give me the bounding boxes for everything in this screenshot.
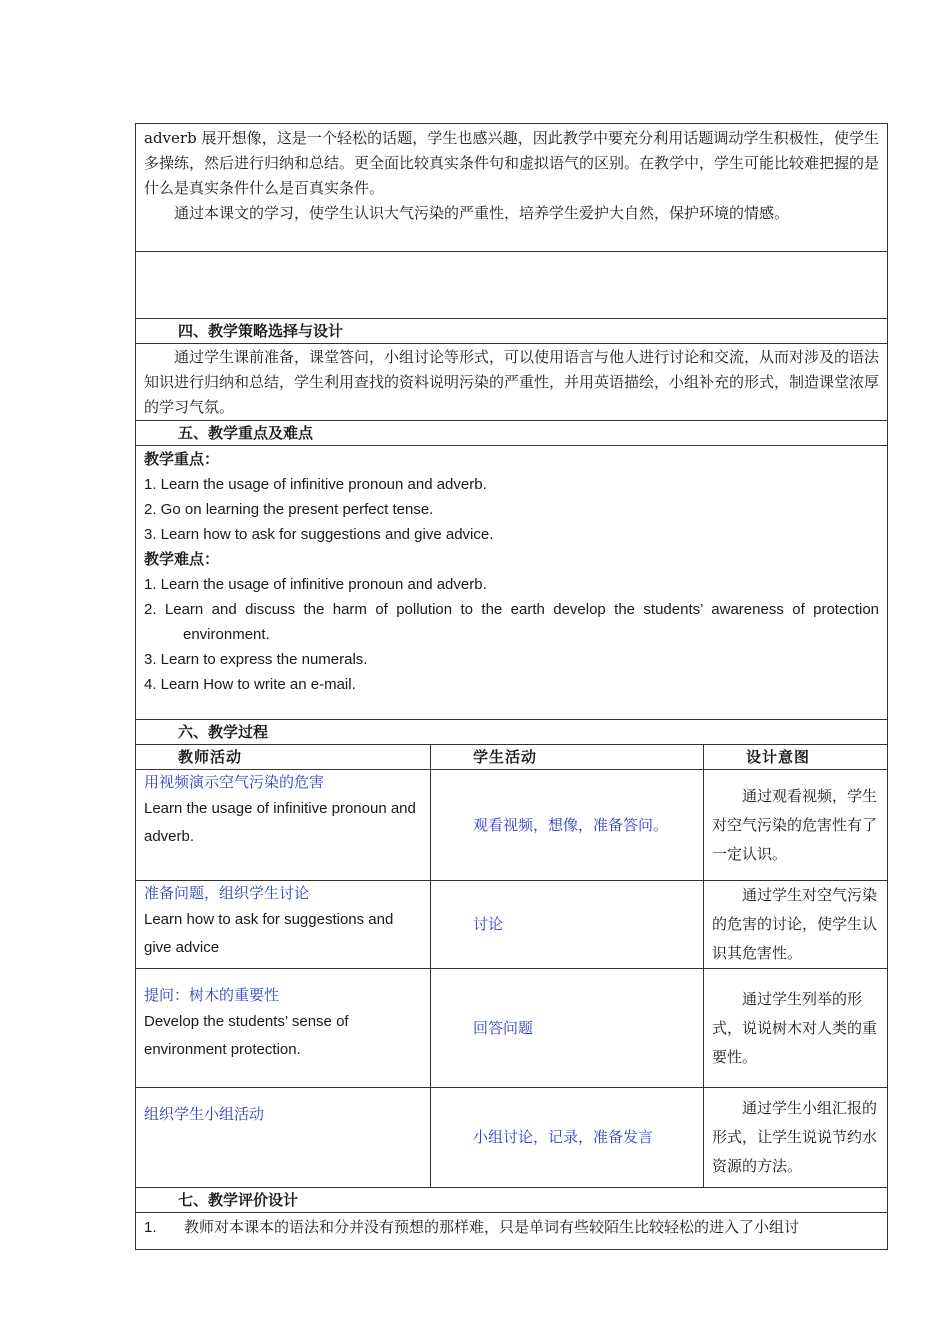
section6-title: 六、教学过程 — [136, 720, 888, 745]
intro-cell — [136, 124, 888, 252]
difficult-point-item: 4. Learn How to write an e-mail. — [144, 676, 356, 693]
header-teacher-activity: 教师活动 — [136, 745, 431, 770]
design-intent-cell — [704, 1088, 888, 1188]
teacher-activity-cn: 准备问题，组织学生讨论 — [144, 884, 310, 902]
key-points-label: 教学重点： — [144, 450, 220, 468]
section4-body-row — [136, 344, 888, 421]
section5-body-row — [136, 446, 888, 720]
key-point-item: 3. Learn how to ask for suggestions and give advice. — [144, 526, 494, 543]
section5-title: 五、教学重点及难点 — [136, 421, 888, 446]
design-intent-cell — [704, 969, 888, 1088]
process-row — [136, 1088, 888, 1188]
teacher-activity-en: Develop the students’ sense of environment protection. — [144, 1013, 349, 1058]
header-design-intent: 设计意图 — [704, 745, 888, 770]
design-intent-text: 通过学生小组汇报的形式，让学生说说节约水资源的方法。 — [712, 1099, 878, 1175]
student-activity-cell: 观看视频，想像，准备答问。 — [431, 770, 704, 881]
teacher-activity-en: Learn how to ask for suggestions and give advice — [144, 911, 394, 956]
section6-header-row — [136, 720, 888, 745]
key-point-item: 1. Learn the usage of infinitive pronoun and adverb. — [144, 476, 487, 493]
student-activity-cell: 回答问题 — [431, 969, 704, 1088]
key-point-item: 2. Go on learning the present perfect tense. — [144, 501, 434, 518]
student-activity-cell: 小组讨论，记录，准备发言 — [431, 1088, 704, 1188]
teacher-activity-cell — [136, 1088, 431, 1188]
teacher-activity-cell — [136, 770, 431, 881]
section7-body-row — [136, 1213, 888, 1250]
section4-body-cell — [136, 344, 888, 421]
teacher-activity-cell — [136, 969, 431, 1088]
intro-paragraph-2: 通过本课文的学习，使学生认识大气污染的严重性，培养学生爱护大自然，保护环境的情感。 — [174, 204, 790, 222]
lesson-plan-table — [135, 123, 888, 1250]
difficult-point-item: 2. Learn and discuss the harm of pollution to the earth develop the students’ awareness of protection environment. — [144, 601, 880, 643]
design-intent-cell — [704, 881, 888, 969]
process-row — [136, 969, 888, 1088]
teacher-activity-en: Learn the usage of infinitive pronoun and adverb. — [144, 800, 416, 845]
teacher-activity-cn: 提问：树木的重要性 — [144, 986, 280, 1004]
intro-row — [136, 124, 888, 252]
process-row — [136, 881, 888, 969]
process-column-headers — [136, 745, 888, 770]
header-student-activity: 学生活动 — [431, 745, 704, 770]
process-row — [136, 770, 888, 881]
teacher-activity-cn: 用视频演示空气污染的危害 — [144, 773, 325, 791]
empty-cell — [136, 252, 888, 319]
difficult-points-label: 教学难点： — [144, 550, 220, 568]
teacher-activity-cell — [136, 881, 431, 969]
design-intent-text: 通过学生列举的形式，说说树木对人类的重要性。 — [712, 989, 878, 1066]
evaluation-item-text: 教师对本课本的语法和分并没有预想的那样难，只是单词有些较陌生比较轻松的进入了小组讨 — [184, 1218, 800, 1236]
section4-title: 四、教学策略选择与设计 — [136, 319, 888, 344]
difficult-point-item: 3. Learn to express the numerals. — [144, 651, 368, 668]
section5-header-row — [136, 421, 888, 446]
empty-row — [136, 252, 888, 319]
difficult-point-item: 1. Learn the usage of infinitive pronoun and adverb. — [144, 576, 487, 593]
section7-title: 七、教学评价设计 — [136, 1188, 888, 1213]
design-intent-text: 通过观看视频，学生对空气污染的危害性有了一定认识。 — [712, 786, 878, 863]
section4-header-row — [136, 319, 888, 344]
intro-paragraph-1: adverb 展开想像，这是一个轻松的话题，学生也感兴趣，因此教学中要充分利用话题调动学生积极性，使学生多操练，然后进行归纳和总结。更全面比较真实条件句和虚拟语气的区别。在教学中，学生可能比较难把握的是什么是真实条件什么是百真实条件。 — [144, 129, 880, 197]
section4-body: 通过学生课前准备，课堂答问，小组讨论等形式，可以使用语言与他人进行讨论和交流，从而对涉及的语法知识进行归纳和总结，学生利用查找的资料说明污染的严重性，并用英语描绘，小组补充的形式，制造课堂浓厚的学习气氛。 — [144, 348, 880, 416]
student-activity-cell: 讨论 — [431, 881, 704, 969]
design-intent-text: 通过学生对空气污染的危害的讨论，使学生认识其危害性。 — [712, 886, 878, 962]
design-intent-cell — [704, 770, 888, 881]
teacher-activity-cn: 组织学生小组活动 — [144, 1105, 265, 1123]
evaluation-item-number: 1. — [144, 1219, 157, 1236]
section7-header-row — [136, 1188, 888, 1213]
section5-body-cell — [136, 446, 888, 720]
section7-body-cell — [136, 1213, 888, 1250]
